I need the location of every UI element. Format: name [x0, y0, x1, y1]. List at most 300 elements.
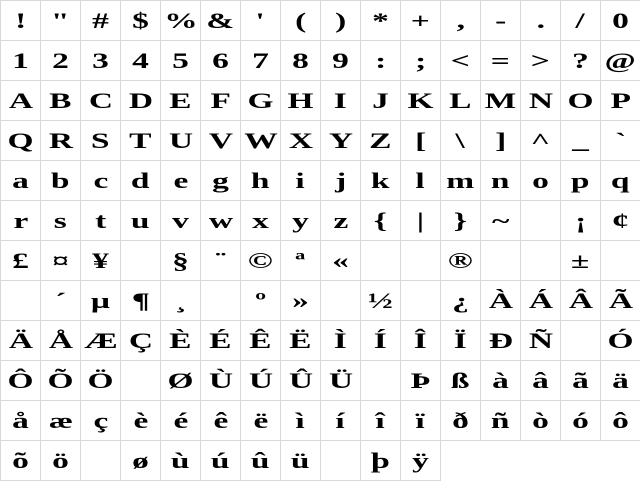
glyph-cell[interactable]: [121, 321, 161, 361]
glyph-cell-blank: [361, 361, 401, 401]
glyph-cell[interactable]: [201, 81, 241, 121]
glyph-cell[interactable]: [561, 41, 601, 81]
glyph-cell[interactable]: [41, 201, 81, 241]
glyph-cell[interactable]: [161, 321, 201, 361]
glyph-cell[interactable]: [81, 81, 121, 121]
glyph-row: [1, 81, 640, 121]
glyph-cell[interactable]: [361, 321, 401, 361]
glyph-cell[interactable]: [161, 161, 201, 201]
glyph-cell-blank: [361, 241, 401, 281]
glyph-cell[interactable]: [281, 161, 321, 201]
glyph-cell[interactable]: [441, 321, 481, 361]
glyph-cell[interactable]: [441, 41, 481, 81]
glyph-cell[interactable]: [401, 361, 441, 401]
glyph-character: ã: [572, 368, 589, 393]
glyph-cell[interactable]: [1, 41, 41, 81]
glyph-character: Õ: [47, 368, 74, 393]
glyph-character: m: [446, 168, 475, 193]
glyph-character: ù: [171, 448, 190, 473]
glyph-character: æ: [48, 408, 73, 433]
glyph-cell[interactable]: [601, 361, 640, 401]
glyph-row: [1, 321, 640, 361]
glyph-cell[interactable]: [361, 161, 401, 201]
glyph-cell[interactable]: [81, 361, 121, 401]
glyph-cell[interactable]: [481, 321, 521, 361]
glyph-character: 6: [212, 48, 229, 73]
glyph-cell-blank: [201, 281, 241, 321]
glyph-character: !: [14, 8, 27, 33]
glyph-character: u: [131, 208, 150, 233]
glyph-cell[interactable]: [401, 81, 441, 121]
glyph-character: F: [210, 88, 231, 113]
glyph-cell[interactable]: [321, 1, 361, 41]
glyph-cell[interactable]: [201, 401, 241, 441]
glyph-character: ): [334, 8, 347, 33]
glyph-character: ©: [248, 248, 273, 273]
glyph-cell[interactable]: [321, 161, 361, 201]
glyph-character: Ù: [208, 368, 233, 393]
glyph-cell[interactable]: [41, 121, 81, 161]
glyph-cell[interactable]: [121, 281, 161, 321]
glyph-character: Í: [373, 328, 388, 353]
glyph-character: ç: [93, 408, 108, 433]
glyph-character: `: [614, 128, 627, 153]
glyph-character: ë: [253, 408, 268, 433]
glyph-character: ¸: [174, 288, 187, 313]
glyph-cell[interactable]: [81, 161, 121, 201]
glyph-character: %: [163, 8, 198, 33]
glyph-character: ò: [532, 408, 549, 433]
glyph-cell[interactable]: [361, 1, 401, 41]
glyph-cell[interactable]: [361, 201, 401, 241]
glyph-character: ª: [295, 248, 306, 273]
glyph-character: #: [92, 8, 109, 33]
glyph-character: e: [173, 168, 188, 193]
glyph-character: Ü: [328, 368, 353, 393]
glyph-row: [1, 361, 640, 401]
glyph-cell[interactable]: [401, 441, 441, 481]
glyph-character: B: [49, 88, 72, 113]
glyph-character: b: [51, 168, 70, 193]
glyph-cell[interactable]: [121, 401, 161, 441]
glyph-cell[interactable]: [1, 161, 41, 201]
glyph-cell[interactable]: [201, 361, 241, 401]
glyph-character: ä: [612, 368, 629, 393]
glyph-cell[interactable]: [81, 1, 121, 41]
glyph-character: N: [528, 88, 553, 113]
glyph-cell[interactable]: [121, 41, 161, 81]
glyph-cell[interactable]: [81, 401, 121, 441]
glyph-character: J: [372, 88, 389, 113]
glyph-cell[interactable]: [281, 361, 321, 401]
glyph-cell[interactable]: [321, 401, 361, 441]
glyph-cell[interactable]: [521, 41, 561, 81]
glyph-character: é: [173, 408, 188, 433]
glyph-character: ,: [456, 8, 465, 33]
glyph-character: û: [251, 448, 270, 473]
glyph-character: o: [532, 168, 549, 193]
glyph-cell[interactable]: [81, 241, 121, 281]
glyph-cell[interactable]: [201, 1, 241, 41]
glyph-cell[interactable]: [241, 201, 281, 241]
glyph-character: _: [572, 128, 589, 153]
glyph-cell[interactable]: [521, 281, 561, 321]
glyph-cell[interactable]: [361, 121, 401, 161]
glyph-cell[interactable]: [561, 121, 601, 161]
glyph-cell[interactable]: [241, 81, 281, 121]
glyph-character: ê: [213, 408, 228, 433]
glyph-cell[interactable]: [1, 401, 41, 441]
glyph-cell[interactable]: [561, 281, 601, 321]
glyph-cell[interactable]: [441, 241, 481, 281]
glyph-character: ^: [530, 128, 551, 153]
glyph-character: E: [169, 88, 192, 113]
glyph-character: ì: [295, 408, 306, 433]
glyph-cell-blank: [1, 281, 41, 321]
glyph-character: {: [373, 208, 388, 233]
glyph-character: M: [484, 88, 517, 113]
glyph-character: <: [450, 48, 471, 73]
glyph-cell[interactable]: [1, 121, 41, 161]
glyph-cell[interactable]: [41, 161, 81, 201]
glyph-character: ß: [451, 368, 470, 393]
glyph-cell[interactable]: [441, 201, 481, 241]
glyph-cell-blank: [521, 241, 561, 281]
glyph-cell[interactable]: [441, 161, 481, 201]
glyph-cell[interactable]: [601, 81, 640, 121]
glyph-character: ¤: [52, 248, 69, 273]
glyph-cell[interactable]: [281, 41, 321, 81]
glyph-character: ô: [612, 408, 629, 433]
glyph-character: T: [129, 128, 152, 153]
glyph-cell[interactable]: [601, 41, 640, 81]
glyph-character: ø: [132, 448, 149, 473]
glyph-cell[interactable]: [361, 281, 401, 321]
glyph-cell[interactable]: [161, 81, 201, 121]
glyph-cell[interactable]: [41, 281, 81, 321]
glyph-cell[interactable]: [161, 121, 201, 161]
glyph-cell[interactable]: [1, 361, 41, 401]
glyph-cell[interactable]: [401, 201, 441, 241]
glyph-cell[interactable]: [481, 281, 521, 321]
glyph-cell[interactable]: [281, 321, 321, 361]
glyph-cell-blank: [401, 241, 441, 281]
glyph-cell[interactable]: [41, 441, 81, 481]
glyph-cell[interactable]: [561, 1, 601, 41]
glyph-character: :: [374, 48, 387, 73]
glyph-character: O: [567, 88, 594, 113]
glyph-character: l: [415, 168, 426, 193]
glyph-cell[interactable]: [481, 121, 521, 161]
glyph-row: [1, 441, 640, 481]
glyph-cell[interactable]: [41, 81, 81, 121]
glyph-character: ñ: [491, 408, 510, 433]
glyph-cell[interactable]: [521, 361, 561, 401]
glyph-cell[interactable]: [121, 1, 161, 41]
glyph-cell[interactable]: [1, 81, 41, 121]
glyph-cell[interactable]: [81, 121, 121, 161]
glyph-character: þ: [371, 448, 390, 473]
glyph-character: D: [128, 88, 153, 113]
glyph-cell[interactable]: [561, 241, 601, 281]
glyph-cell-blank: [401, 281, 441, 321]
glyph-cell[interactable]: [601, 161, 640, 201]
glyph-cell[interactable]: [601, 401, 640, 441]
glyph-cell[interactable]: [81, 41, 121, 81]
glyph-character: ®: [448, 248, 473, 273]
glyph-cell[interactable]: [601, 201, 640, 241]
glyph-cell[interactable]: [1, 201, 41, 241]
glyph-cell[interactable]: [201, 321, 241, 361]
glyph-character: â: [532, 368, 549, 393]
glyph-character: í: [335, 408, 346, 433]
glyph-cell[interactable]: [401, 161, 441, 201]
glyph-cell[interactable]: [201, 201, 241, 241]
glyph-character: P: [610, 88, 631, 113]
glyph-cell[interactable]: [441, 401, 481, 441]
glyph-character: Ó: [607, 328, 634, 353]
glyph-cell[interactable]: [361, 41, 401, 81]
glyph-character: d: [131, 168, 150, 193]
glyph-character: 7: [252, 48, 269, 73]
glyph-character: I: [333, 88, 348, 113]
glyph-cell[interactable]: [161, 361, 201, 401]
glyph-cell[interactable]: [601, 321, 640, 361]
glyph-cell[interactable]: [201, 41, 241, 81]
glyph-cell[interactable]: [561, 201, 601, 241]
glyph-cell[interactable]: [561, 361, 601, 401]
glyph-cell[interactable]: [561, 401, 601, 441]
glyph-cell[interactable]: [481, 81, 521, 121]
glyph-cell[interactable]: [481, 41, 521, 81]
glyph-character: 1: [12, 48, 29, 73]
glyph-cell[interactable]: [521, 121, 561, 161]
glyph-character: 0: [612, 8, 629, 33]
glyph-character: c: [93, 168, 108, 193]
glyph-character: 3: [92, 48, 109, 73]
glyph-cell[interactable]: [321, 41, 361, 81]
glyph-cell[interactable]: [81, 201, 121, 241]
glyph-cell[interactable]: [481, 401, 521, 441]
glyph-character: ?: [572, 48, 589, 73]
glyph-character: »: [292, 288, 309, 313]
glyph-cell[interactable]: [401, 401, 441, 441]
glyph-cell[interactable]: [121, 161, 161, 201]
glyph-cell[interactable]: [121, 201, 161, 241]
glyph-character: 2: [52, 48, 69, 73]
glyph-cell[interactable]: [281, 241, 321, 281]
glyph-cell[interactable]: [441, 361, 481, 401]
glyph-character: y: [292, 208, 309, 233]
glyph-character: £: [12, 248, 29, 273]
glyph-cell[interactable]: [281, 1, 321, 41]
glyph-character: 9: [332, 48, 349, 73]
glyph-cell[interactable]: [121, 81, 161, 121]
glyph-character: ]: [494, 128, 507, 153]
glyph-row: [1, 201, 640, 241]
glyph-cell[interactable]: [321, 361, 361, 401]
glyph-cell[interactable]: [521, 401, 561, 441]
glyph-character: ¿: [452, 288, 469, 313]
glyph-character: L: [449, 88, 472, 113]
glyph-character: Æ: [83, 328, 118, 353]
glyph-cell[interactable]: [201, 241, 241, 281]
glyph-cell[interactable]: [241, 161, 281, 201]
glyph-cell[interactable]: [321, 81, 361, 121]
glyph-character: s: [53, 208, 68, 233]
glyph-cell[interactable]: [401, 41, 441, 81]
glyph-cell[interactable]: [281, 121, 321, 161]
glyph-character: º: [254, 288, 267, 313]
glyph-cell[interactable]: [241, 281, 281, 321]
glyph-cell[interactable]: [241, 1, 281, 41]
glyph-cell[interactable]: [201, 161, 241, 201]
glyph-cell[interactable]: [161, 41, 201, 81]
glyph-character: .: [536, 8, 545, 33]
glyph-row: [1, 161, 640, 201]
glyph-cell[interactable]: [41, 401, 81, 441]
glyph-cell[interactable]: [601, 121, 640, 161]
glyph-character: *: [372, 8, 389, 33]
glyph-cell[interactable]: [241, 441, 281, 481]
glyph-cell[interactable]: [401, 321, 441, 361]
glyph-character: r: [13, 208, 28, 233]
glyph-cell[interactable]: [241, 41, 281, 81]
glyph-cell[interactable]: [161, 201, 201, 241]
glyph-cell[interactable]: [241, 121, 281, 161]
glyph-cell[interactable]: [361, 401, 401, 441]
glyph-character: Z: [369, 128, 392, 153]
glyph-character: $: [132, 8, 149, 33]
glyph-character: ¶: [131, 288, 150, 313]
glyph-character: }: [453, 208, 468, 233]
glyph-cell[interactable]: [281, 441, 321, 481]
glyph-cell[interactable]: [441, 81, 481, 121]
glyph-cell[interactable]: [1, 241, 41, 281]
glyph-cell[interactable]: [1, 441, 41, 481]
glyph-cell-blank: [321, 441, 361, 481]
glyph-character: Ç: [128, 328, 153, 353]
glyph-cell[interactable]: [601, 1, 640, 41]
glyph-cell-blank: [521, 201, 561, 241]
glyph-cell[interactable]: [401, 1, 441, 41]
glyph-cell[interactable]: [41, 1, 81, 41]
glyph-character: ó: [572, 408, 589, 433]
glyph-character: å: [12, 408, 29, 433]
glyph-cell[interactable]: [121, 441, 161, 481]
glyph-character: 8: [292, 48, 309, 73]
glyph-cell[interactable]: [241, 321, 281, 361]
glyph-cell[interactable]: [321, 121, 361, 161]
glyph-cell[interactable]: [321, 321, 361, 361]
glyph-cell[interactable]: [281, 201, 321, 241]
glyph-character: Ê: [249, 328, 272, 353]
glyph-character: j: [334, 168, 347, 193]
glyph-cell[interactable]: [81, 321, 121, 361]
glyph-cell[interactable]: [41, 241, 81, 281]
glyph-character: É: [209, 328, 232, 353]
glyph-character: Ô: [7, 368, 34, 393]
glyph-character: ð: [452, 408, 469, 433]
glyph-cell[interactable]: [481, 1, 521, 41]
glyph-character: \: [455, 128, 466, 153]
glyph-character: ': [255, 8, 266, 33]
glyph-cell[interactable]: [161, 441, 201, 481]
glyph-cell[interactable]: [281, 401, 321, 441]
glyph-character: µ: [90, 288, 111, 313]
glyph-cell[interactable]: [121, 121, 161, 161]
glyph-cell[interactable]: [321, 201, 361, 241]
glyph-character: q: [611, 168, 630, 193]
glyph-row: [1, 401, 640, 441]
glyph-character: ú: [211, 448, 230, 473]
glyph-cell-blank: [561, 321, 601, 361]
glyph-cell[interactable]: [481, 201, 521, 241]
glyph-cell[interactable]: [481, 361, 521, 401]
glyph-character: g: [212, 168, 229, 193]
glyph-character: @: [604, 48, 637, 73]
glyph-character: U: [168, 128, 193, 153]
glyph-cell[interactable]: [1, 321, 41, 361]
glyph-cell[interactable]: [561, 81, 601, 121]
glyph-cell[interactable]: [241, 401, 281, 441]
glyph-cell[interactable]: [241, 241, 281, 281]
glyph-row: [1, 281, 640, 321]
glyph-cell[interactable]: [561, 161, 601, 201]
glyph-cell[interactable]: [361, 81, 401, 121]
glyph-cell[interactable]: [41, 321, 81, 361]
glyph-cell[interactable]: [481, 161, 521, 201]
glyph-cell[interactable]: [361, 441, 401, 481]
glyph-cell[interactable]: [601, 281, 640, 321]
glyph-character: ~: [491, 208, 510, 233]
glyph-row: [1, 1, 640, 41]
glyph-character: |: [416, 208, 425, 233]
glyph-row: [1, 41, 640, 81]
glyph-cell[interactable]: [161, 281, 201, 321]
glyph-cell[interactable]: [81, 281, 121, 321]
glyph-character: X: [288, 128, 313, 153]
glyph-character: p: [571, 168, 590, 193]
glyph-cell[interactable]: [441, 281, 481, 321]
glyph-cell[interactable]: [201, 121, 241, 161]
glyph-cell[interactable]: [1, 1, 41, 41]
glyph-cell[interactable]: [521, 81, 561, 121]
glyph-cell[interactable]: [441, 121, 481, 161]
glyph-character: +: [410, 8, 431, 33]
glyph-character: Å: [48, 328, 73, 353]
glyph-cell[interactable]: [441, 1, 481, 41]
glyph-cell[interactable]: [161, 401, 201, 441]
glyph-cell[interactable]: [521, 161, 561, 201]
glyph-cell[interactable]: [201, 441, 241, 481]
glyph-cell-blank: [121, 361, 161, 401]
glyph-character: K: [407, 88, 434, 113]
glyph-cell[interactable]: [161, 241, 201, 281]
glyph-cell[interactable]: [281, 81, 321, 121]
glyph-cell[interactable]: [401, 121, 441, 161]
glyph-cell[interactable]: [161, 1, 201, 41]
glyph-character: Î: [413, 328, 428, 353]
glyph-cell[interactable]: [41, 41, 81, 81]
glyph-cell[interactable]: [521, 1, 561, 41]
glyph-cell[interactable]: [281, 281, 321, 321]
glyph-cell[interactable]: [321, 241, 361, 281]
glyph-character: Ä: [8, 328, 33, 353]
glyph-cell[interactable]: [41, 361, 81, 401]
glyph-cell[interactable]: [521, 321, 561, 361]
glyph-cell[interactable]: [241, 361, 281, 401]
